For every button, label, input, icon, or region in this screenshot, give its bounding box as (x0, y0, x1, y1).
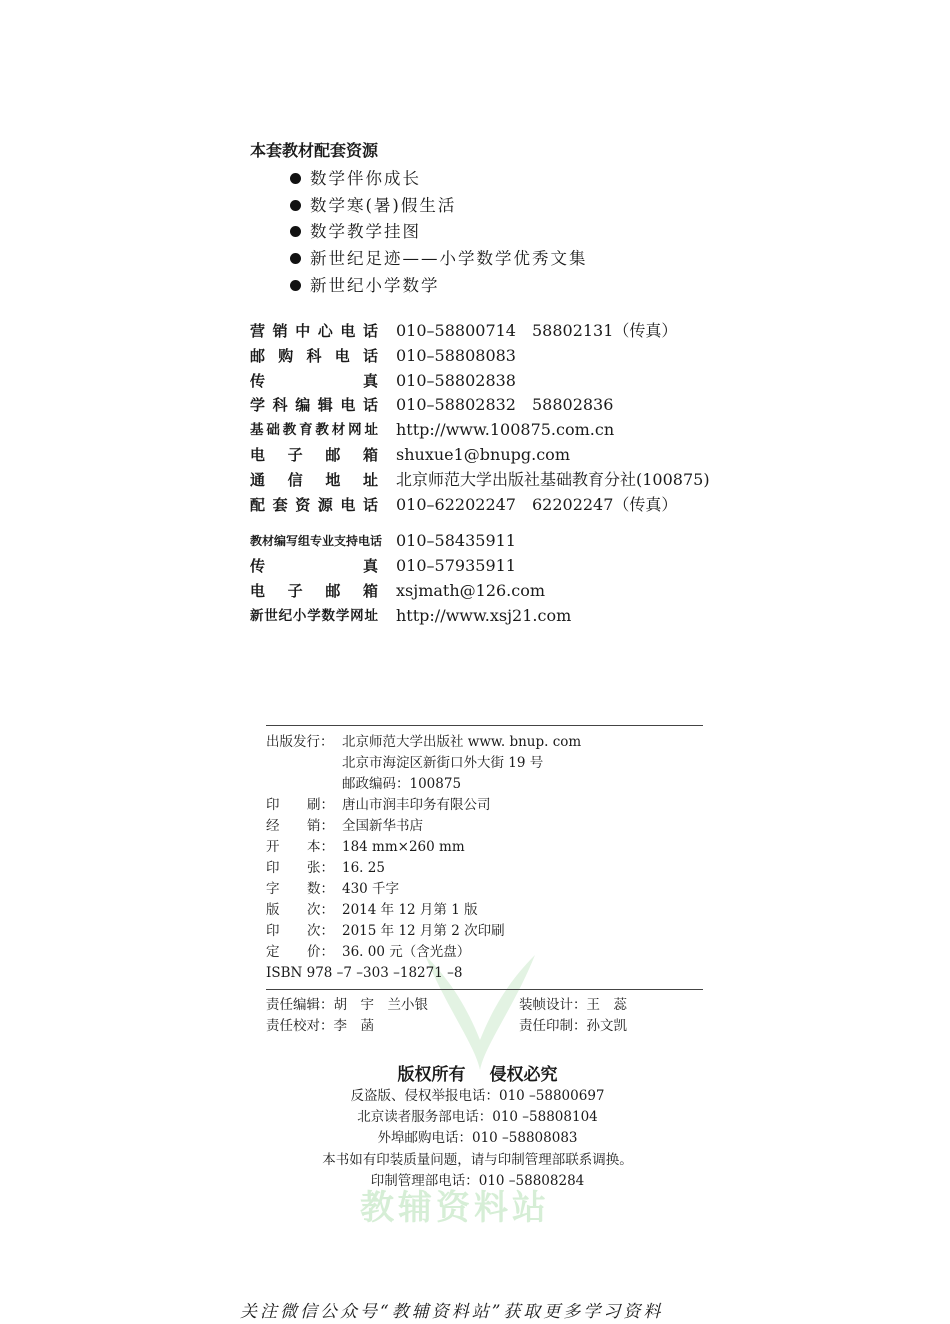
contact-table (250, 319, 710, 629)
imprint-row (266, 774, 581, 795)
imprint-value: 2014 年 12 月第 1 版 (342, 902, 478, 918)
contact-label: 传真 (250, 371, 378, 390)
imprint-value: 北京师范大学出版社 www. bnup. com (342, 734, 582, 750)
imprint-row (266, 963, 581, 984)
resources-heading: 本套教材配套资源 (250, 141, 379, 160)
imprint-label: 印 张： (266, 860, 334, 876)
imprint-label: 字 数： (266, 881, 334, 897)
divider-bottom (266, 989, 703, 990)
contact-label: 通信地址 (250, 470, 378, 489)
imprint-label: 印 刷： (266, 797, 334, 813)
contact-value: 010–57935911 (396, 556, 516, 576)
resource-title: 新世纪足迹——小学数学优秀文集 (310, 249, 588, 269)
imprint-info (266, 732, 581, 984)
contact-value: 010–58435911 (396, 531, 516, 551)
spacer (250, 517, 710, 529)
contact-row (250, 369, 710, 394)
contact-label: 营销中心电话 (250, 322, 378, 340)
resource-title: 数学寒(暑)假生活 (310, 195, 457, 215)
imprint-value: 邮政编码：100875 (342, 776, 462, 792)
contact-label: 新世纪小学数学网址 (250, 607, 378, 624)
imprint-value: 36. 00 元（含光盘） (342, 944, 471, 960)
copyright-title: 版权所有 侵权必究 (397, 1065, 558, 1085)
imprint-row (266, 837, 581, 858)
watermark-text: 教辅资料站 (360, 1188, 550, 1228)
contact-label: 教材编写组专业支持电话 (250, 534, 383, 549)
contact-row (250, 604, 710, 629)
contact-value: 010–58802838 (396, 370, 516, 390)
contact-row (250, 443, 710, 468)
contact-value: 010–58808083 (396, 345, 516, 365)
contact-label: 邮购科电话 (250, 346, 378, 365)
list-item (290, 246, 588, 273)
email-link[interactable]: xsjmath@126.com (396, 580, 546, 600)
contact-label: 配套资源电话 (250, 495, 378, 514)
contact-row (250, 579, 710, 604)
divider-top (266, 725, 703, 726)
contact-label: 电子邮箱 (250, 581, 378, 600)
imprint-row (266, 921, 581, 942)
copyright-line: 印制管理部电话：010 –58808284 (370, 1173, 585, 1189)
imprint-value: 184 mm×260 mm (342, 839, 465, 855)
contact-value: 010–62202247 62202247（传真） (396, 494, 678, 514)
bullet-icon (290, 226, 301, 237)
list-item (290, 219, 588, 246)
footer-note: 关注微信公众号“教辅资料站”获取更多学习资料 (240, 1302, 664, 1322)
contact-row (250, 344, 710, 369)
imprint-row (266, 753, 581, 774)
imprint-value: 全国新华书店 (342, 818, 423, 834)
imprint-value: 北京市海淀区新街口外大街 19 号 (342, 755, 544, 771)
resource-title: 新世纪小学数学 (310, 275, 440, 295)
imprint-value: 唐山市润丰印务有限公司 (342, 797, 491, 813)
staff-credits (266, 995, 627, 1037)
staff-row (266, 1016, 627, 1037)
contact-row (250, 418, 710, 443)
staff-row (266, 995, 627, 1016)
staff-proofreader: 责任校对：李 菡 (266, 1018, 374, 1034)
copyright-line: 北京读者服务部电话：010 –58808104 (357, 1109, 598, 1125)
imprint-row (266, 858, 581, 879)
bullet-icon (290, 173, 301, 184)
contact-value: 010–58800714 58802131（传真） (396, 321, 678, 340)
contact-label: 传真 (250, 557, 378, 576)
copyright-line: 外埠邮购电话：010 –58808083 (377, 1130, 578, 1146)
bullet-icon (290, 253, 301, 264)
imprint-row (266, 942, 581, 963)
imprint-label: 定 价： (266, 944, 334, 960)
copyright-line: 反盗版、侵权举报电话：010 –58800697 (350, 1088, 605, 1104)
contact-value: 北京师范大学出版社基础教育分社(100875) (396, 469, 710, 489)
imprint-label: 版 次： (266, 902, 334, 918)
resource-list (290, 166, 588, 299)
imprint-label: 出版发行： (266, 734, 334, 750)
imprint-row (266, 900, 581, 921)
staff-designer: 装帧设计：王 蕊 (519, 997, 627, 1013)
resource-title: 数学教学挂图 (310, 222, 421, 242)
list-item (290, 193, 588, 220)
imprint-row (266, 816, 581, 837)
bullet-icon (290, 280, 301, 291)
imprint-label: 经 销： (266, 818, 334, 834)
imprint-row (266, 879, 581, 900)
contact-label: 电子邮箱 (250, 445, 378, 464)
imprint-row (266, 795, 581, 816)
imprint-value: 2015 年 12 月第 2 次印刷 (342, 923, 505, 939)
contact-row (250, 393, 710, 418)
website-link[interactable]: http://www.100875.com.cn (396, 420, 615, 440)
copyright-line: 本书如有印装质量问题，请与印制管理部联系调换。 (322, 1152, 633, 1168)
isbn: ISBN 978 –7 –303 –18271 –8 (266, 965, 463, 981)
contact-row (250, 554, 710, 579)
staff-printing: 责任印制：孙文凯 (519, 1018, 627, 1034)
website-link[interactable]: http://www.xsj21.com (396, 605, 572, 625)
imprint-label: 开 本： (266, 839, 334, 855)
imprint-label: 印 次： (266, 923, 334, 939)
email-link[interactable]: shuxue1@bnupg.com (396, 444, 570, 464)
bullet-icon (290, 200, 301, 211)
contact-row (250, 319, 710, 344)
imprint-value: 430 千字 (342, 881, 400, 897)
contact-row (250, 493, 710, 518)
list-item (290, 166, 588, 193)
imprint-row (266, 732, 581, 753)
imprint-value: 16. 25 (342, 860, 385, 876)
contact-row (250, 468, 710, 493)
contact-label: 基础教育教材网址 (250, 422, 378, 439)
contact-label: 学科编辑电话 (250, 396, 378, 415)
contact-row (250, 529, 710, 554)
staff-editor: 责任编辑：胡 宇 兰小银 (266, 997, 428, 1013)
resource-title: 数学伴你成长 (310, 169, 421, 188)
contact-value: 010–58802832 58802836 (396, 395, 614, 415)
list-item (290, 273, 588, 300)
